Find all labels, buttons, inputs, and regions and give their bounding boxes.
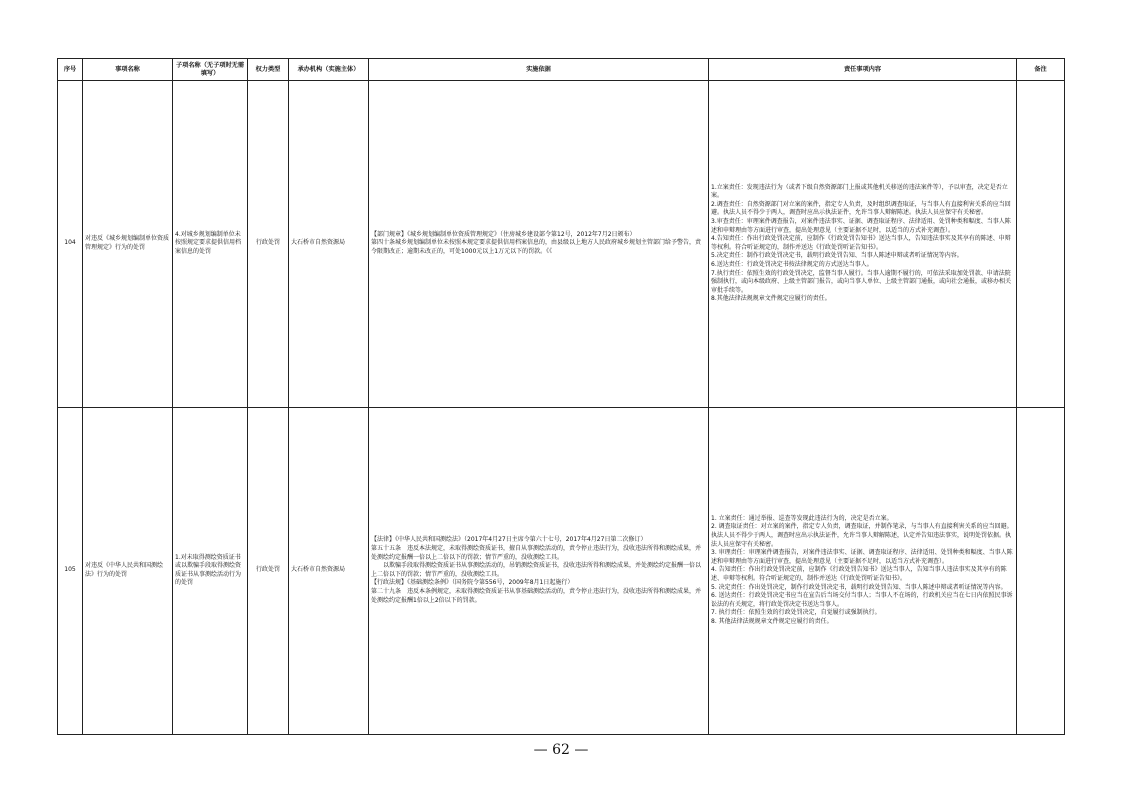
row-item-name: 对违反《中华人民共和国测绘法》行为的处罚 xyxy=(83,407,173,735)
table-row xyxy=(58,81,1065,407)
row-seq: 104 xyxy=(58,81,83,407)
row-responsibility xyxy=(709,81,1017,407)
responsibility-line: 3.审查责任：审理案件调查报告，对案件违法事实、证据、调查取证程序、法律适用、处罚种类和幅度、当事人陈述和申辩理由等方面进行审查，提出处理意见（主要证据不足时，以适当的方式补充调查）。 xyxy=(711,217,1011,234)
header-sub-item: 子项名称（无子项时无需填写） xyxy=(173,59,248,81)
responsibility-line: 8. 其他法律法规规章文件规定应履行的责任。 xyxy=(711,618,833,626)
row-remarks xyxy=(1017,81,1065,407)
row-basis xyxy=(369,81,709,407)
row-sub-item: 1.对未取得测绘资质证书或以欺骗手段取得测绘资质证书从事测绘活动行为的处罚 xyxy=(173,407,248,735)
responsibility-line: 3. 审理责任：审理案件调查报告，对案件违法事实、证据、调查取证程序、法律适用、处罚种类和幅度、当事人陈述和申辩理由等方面进行审查，提出处理意见（主要证据不足时，以适当方式补充调查）。 xyxy=(711,549,1013,565)
row-responsibility xyxy=(709,407,1017,735)
header-basis: 实施依据 xyxy=(369,59,709,81)
basis-line: 【行政法规】《基础测绘条例》（国务院令第556号，2009年8月1日起施行） xyxy=(371,579,574,587)
responsibility-line: 4.告知责任：作出行政处罚决定前，应制作《行政处罚告知书》送达当事人，告知违法事实及其享有的陈述、申辩等权利。符合听证规定的，制作并送达《行政处罚听证告知书》。 xyxy=(711,235,1011,251)
header-remarks: 备注 xyxy=(1017,59,1065,81)
row-seq: 105 xyxy=(58,407,83,735)
row-power-type: 行政处罚 xyxy=(248,81,289,407)
basis-line: 第二十九条 违反本条例规定，未取得测绘资质证书从事基础测绘活动的，责令停止违法行为，没收违法所得和测绘成果，并处测绘约定报酬1倍以上2倍以下的罚款。 xyxy=(371,587,702,604)
header-power-type: 权力类型 xyxy=(248,59,289,81)
basis-line: 第五十五条 违反本法规定，未取得测绘资质证书，擅自从事测绘活动的，责令停止违法行为，没收违法所得和测绘成果，并处测绘约定报酬一倍以上二倍以下的罚款；情节严重的，没收测绘工具。 xyxy=(371,544,702,561)
row-remarks xyxy=(1017,407,1065,735)
responsibility-line: 5.决定责任：制作行政处罚决定书，载明行政处罚告知、当事人陈述申辩或者听证情况等内容。 xyxy=(711,252,963,260)
responsibility-line: 1.立案责任：发现违法行为（或者下级自然资源部门上报或其他机关移送的违法案件等），予以审查，决定是否立案。 xyxy=(711,183,1008,200)
basis-line: 【法律】《中华人民共和国测绘法》（2017年4月27日主席令第六十七号，2017年4月27日第二次修订） xyxy=(371,536,647,544)
responsibility-line: 6. 送达责任：行政处罚决定书应当在宣告后当场交付当事人；当事人不在场的，行政机关应当在七日内依照民事诉讼法的有关规定，将行政处罚决定书送达当事人。 xyxy=(711,592,1013,608)
basis-line: 以欺骗手段取得测绘资质证书从事测绘活动的，吊销测绘资质证书，没收违法所得和测绘成果，并处测绘约定报酬一倍以上二倍以下的罚款；情节严重的，没收测绘工具。 xyxy=(371,562,702,578)
table-row xyxy=(58,407,1065,735)
basis-line: 第四十条城乡规划编制单位未按照本规定要求提供信用档案信息的，由县级以上地方人民政府城乡规划主管部门给予警告，责令限期改正；逾期未改正的，可处1000元以上1万元以下的罚款。《《 xyxy=(371,239,702,256)
header-item-name: 事项名称 xyxy=(83,59,173,81)
responsibility-line: 7. 执行责任：依照生效的行政处罚决定，自觉履行或强制执行。 xyxy=(711,609,881,617)
row-agency: 大石桥市自然资源局 xyxy=(289,407,369,735)
header-agency: 承办机构（实施主体） xyxy=(289,59,369,81)
table-header-row xyxy=(58,59,1065,81)
row-agency: 大石桥市自然资源局 xyxy=(289,81,369,407)
power-list-table xyxy=(57,58,1065,735)
row-basis xyxy=(369,407,709,735)
header-responsibility: 责任事项内容 xyxy=(709,59,1017,81)
header-seq: 序号 xyxy=(58,59,83,81)
page-number: — 62 — xyxy=(533,742,589,758)
basis-line: 【部门规章】《城乡规划编制单位资质管理规定》（住房城乡建设部令第12号，2012年7月2日颁布） xyxy=(371,230,636,238)
responsibility-line: 8.其他法律法规规章文件规定应履行的责任。 xyxy=(711,295,831,303)
row-sub-item: 4.对城乡规划编制单位未按照规定要求提供信用档案信息的处罚 xyxy=(173,81,248,407)
responsibility-line: 4. 告知责任：作出行政处罚决定前，应制作《行政处罚告知书》送达当事人，告知当事人违法事实及其享有的陈述、申辩等权利。符合听证规定的，制作并送达《行政处罚听证告知书》。 xyxy=(711,566,1007,583)
responsibility-line: 5. 决定责任：作出处罚决定，制作行政处罚决定书，载明行政处罚告知、当事人陈述申辩或者听证情况等内容。 xyxy=(711,583,1007,591)
row-item-name: 对违反《城乡规划编制单位资质管理规定》行为的处罚 xyxy=(83,81,173,407)
responsibility-line: 2. 调查取证责任：对立案的案件，指定专人负责，调查取证，并制作笔录，与当事人有直接利害关系的应当回避。执法人员不得少于两人，调查时应出示执法证件，允许当事人辩解陈述，认定并告知违法事实，说明处罚依据。执法人员应保守有关秘密。 xyxy=(711,523,1013,548)
responsibility-line: 1. 立案责任：通过举报、巡查等发现此违法行为的，决定是否立案。 xyxy=(711,514,893,522)
responsibility-line: 6.送达责任：行政处罚决定书按法律规定的方式送达当事人。 xyxy=(711,260,873,268)
row-power-type: 行政处罚 xyxy=(248,407,289,735)
responsibility-line: 7.执行责任：依照生效的行政处罚决定，监督当事人履行。当事人逾期不履行的，可依法采取加处罚款、申请法院强制执行，或向本级政府、上级主管部门报告，或向当事人单位、上级主管部门通报，或向社会通报，或移办相关审批手续等。 xyxy=(711,269,1012,294)
responsibility-line: 2.调查责任：自然资源部门对立案的案件，指定专人负责，及时组织调查取证，与当事人有直接利害关系的应当回避。执法人员不得少于两人，调查时应出示执法证件，允许当事人辩解陈述。执法人员应保守有关秘密。 xyxy=(711,200,1011,217)
